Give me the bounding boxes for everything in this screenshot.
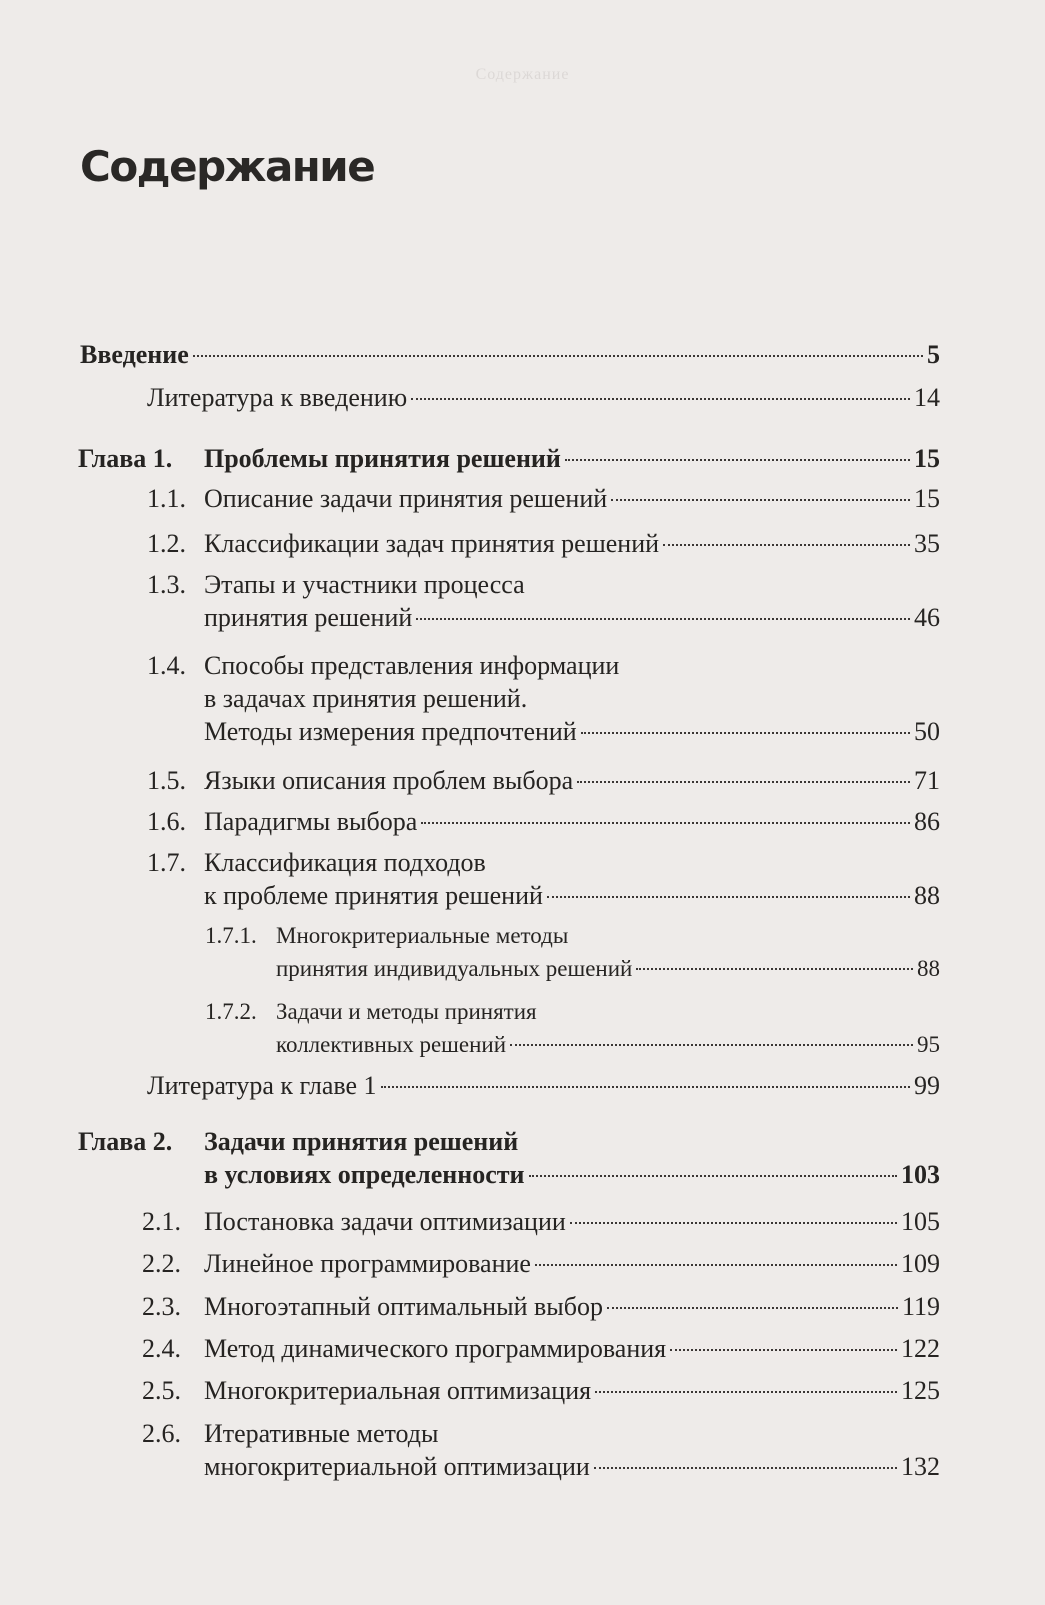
toc-entry-title-line: Этапы и участники процесса: [204, 570, 525, 599]
dot-leader: [595, 1391, 897, 1393]
toc-entry-number: 2.5.: [142, 1376, 181, 1405]
toc-entry-number: 2.6.: [142, 1419, 181, 1448]
dot-leader: [510, 1044, 913, 1046]
toc-entry[interactable]: [142, 1205, 940, 1238]
toc-entry-title-line: Описание задачи принятия решений: [204, 484, 608, 513]
dot-leader: [611, 499, 910, 501]
toc-entry-title-line: Классификация подходов: [204, 848, 486, 877]
toc-entry-page-number: 88: [914, 881, 940, 910]
dot-leader: [607, 1307, 898, 1309]
toc-entry[interactable]: [147, 1069, 940, 1102]
toc-entry-title-line: Литература к введению: [147, 383, 408, 412]
toc-entry-number: 1.7.2.: [205, 999, 257, 1024]
toc-entry-number: 1.4.: [147, 651, 186, 680]
toc-entry-number: 1.5.: [147, 766, 186, 795]
toc-entry[interactable]: [147, 527, 940, 560]
toc-entry-title-line: Литература к главе 1: [147, 1071, 377, 1100]
dot-leader: [547, 896, 910, 898]
toc-entry-title-line: Языки описания проблем выбора: [204, 766, 574, 795]
toc-entry-page-number: 14: [914, 383, 940, 412]
toc-entry-title-line: коллективных решений: [276, 1032, 507, 1057]
toc-entry[interactable]: [147, 649, 940, 748]
dot-leader: [594, 1467, 897, 1469]
dot-leader: [193, 355, 923, 357]
toc-entry-number: 2.1.: [142, 1207, 181, 1236]
dot-leader: [565, 459, 910, 461]
toc-entry-page-number: 122: [901, 1334, 940, 1363]
toc-entry-title-line: Парадигмы выбора: [204, 807, 418, 836]
toc-entry-number: 1.7.: [147, 848, 186, 877]
toc-entry-number: 1.7.1.: [205, 923, 257, 948]
toc-entry-page-number: 105: [901, 1207, 940, 1236]
toc-entry-number: 1.1.: [147, 484, 186, 513]
toc-entry[interactable]: [147, 568, 940, 634]
toc-entry-number: Глава 2.: [78, 1127, 173, 1156]
dot-leader: [421, 822, 910, 824]
toc-entry[interactable]: [147, 381, 940, 414]
toc-entry[interactable]: [147, 482, 940, 515]
toc-entry-title-line: Многокритериальные методы: [276, 923, 569, 948]
toc-entry[interactable]: [78, 442, 940, 475]
toc-entry-number: 1.6.: [147, 807, 186, 836]
toc-entry-title-line: Введение: [80, 340, 189, 369]
toc-entry-title-line: в условиях определенности: [204, 1160, 525, 1189]
toc-entry[interactable]: [142, 1417, 940, 1483]
dot-leader: [636, 968, 913, 970]
toc-entry-page-number: 86: [914, 807, 940, 836]
toc-entry-page-number: 15: [914, 444, 940, 473]
page-title: Содержание: [80, 142, 375, 191]
toc-entry-title-line: Линейное программирование: [204, 1249, 531, 1278]
toc-entry[interactable]: [142, 1374, 940, 1407]
toc-entry[interactable]: [80, 338, 940, 371]
toc-entry-number: 2.3.: [142, 1292, 181, 1321]
toc-entry-page-number: 103: [901, 1160, 940, 1189]
toc-entry-title-line: Итеративные методы: [204, 1419, 439, 1448]
toc-entry-number: 2.4.: [142, 1334, 181, 1363]
toc-entry-page-number: 35: [914, 529, 940, 558]
toc-entry-page-number: 95: [917, 1032, 940, 1057]
dot-leader: [529, 1175, 897, 1177]
toc-entry-page-number: 88: [917, 956, 940, 981]
toc-entry[interactable]: [142, 1247, 940, 1280]
toc-entry-title-line: Многокритериальная оптимизация: [204, 1376, 592, 1405]
toc-entry-page-number: 46: [914, 603, 940, 632]
dot-leader: [581, 732, 910, 734]
toc-entry-page-number: 132: [901, 1452, 940, 1481]
toc-entry-title-line: в задачах принятия решений.: [204, 684, 528, 713]
toc-entry-title-line: многокритериальной оптимизации: [204, 1452, 590, 1481]
toc-entry-title-line: к проблеме принятия решений: [204, 881, 543, 910]
dot-leader: [411, 398, 910, 400]
toc-entry-page-number: 99: [914, 1071, 940, 1100]
toc-entry-page-number: 119: [901, 1292, 940, 1321]
toc-entry[interactable]: [147, 805, 940, 838]
toc-entry[interactable]: [205, 919, 940, 985]
toc-entry-page-number: 71: [914, 766, 940, 795]
dot-leader: [577, 781, 910, 783]
dot-leader: [663, 544, 910, 546]
dot-leader: [570, 1222, 897, 1224]
toc-entry-number: 1.3.: [147, 570, 186, 599]
toc-entry-number: 1.2.: [147, 529, 186, 558]
toc-entry-title-line: Проблемы принятия решений: [204, 444, 561, 473]
toc-entry-number: 2.2.: [142, 1249, 181, 1278]
toc-entry-title-line: Задачи принятия решений: [204, 1127, 519, 1156]
toc-entry[interactable]: [147, 846, 940, 912]
toc-entry-title-line: Задачи и методы принятия: [276, 999, 537, 1024]
toc-entry[interactable]: [142, 1290, 940, 1323]
dot-leader: [535, 1264, 897, 1266]
toc-entry-page-number: 15: [914, 484, 940, 513]
toc-entry-title-line: принятия решений: [204, 603, 413, 632]
toc-entry[interactable]: [78, 1125, 940, 1191]
toc-entry-page-number: 5: [927, 340, 940, 369]
toc-entry[interactable]: [147, 764, 940, 797]
toc-entry-title-line: Многоэтапный оптимальный выбор: [204, 1292, 603, 1321]
toc-entry-page-number: 109: [901, 1249, 940, 1278]
toc-entry-title-line: Классификации задач принятия решений: [204, 529, 660, 558]
dot-leader: [670, 1349, 897, 1351]
toc-entry-title-line: Способы представления информации: [204, 651, 620, 680]
toc-entry-title-line: Методы измерения предпочтений: [204, 717, 577, 746]
toc-entry[interactable]: [142, 1332, 940, 1365]
toc-entry-title-line: Постановка задачи оптимизации: [204, 1207, 566, 1236]
dot-leader: [381, 1086, 910, 1088]
toc-entry-title-line: Метод динамического программирования: [204, 1334, 667, 1363]
toc-entry-page-number: 125: [901, 1376, 940, 1405]
toc-entry-title-line: принятия индивидуальных решений: [276, 956, 633, 981]
toc-entry-number: Глава 1.: [78, 444, 173, 473]
running-head: Содержание: [475, 66, 570, 83]
toc-entry[interactable]: [205, 995, 940, 1061]
toc-entry-page-number: 50: [914, 717, 940, 746]
dot-leader: [416, 618, 910, 620]
